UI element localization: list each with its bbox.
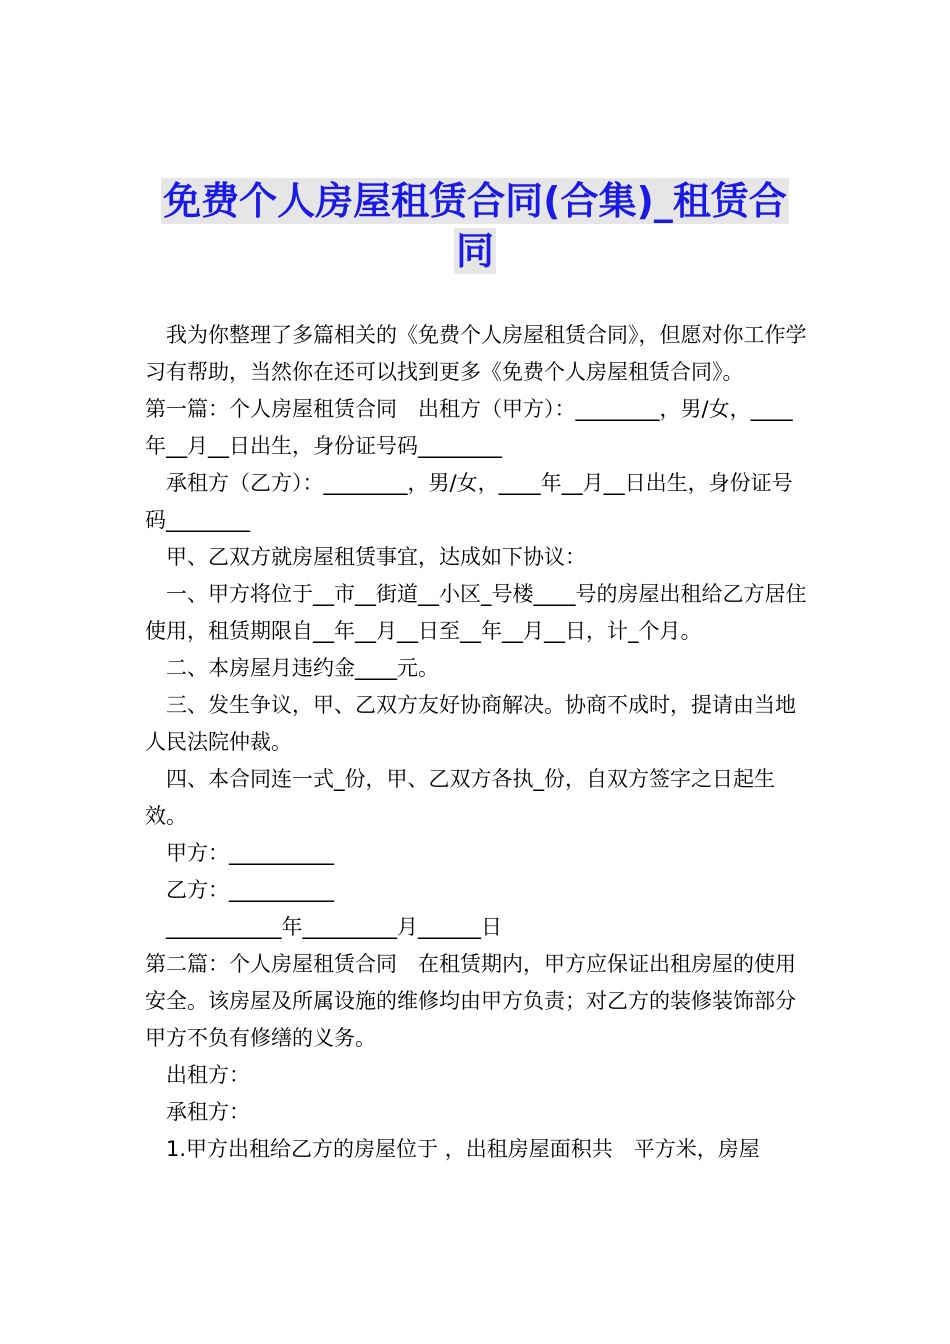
clause-1: 一、甲方将位于__市__街道__小区_号楼____号的房屋出租给乙方居住使用，租赁期限自__年__月__日至__年__月__日，计_个月。 [145, 582, 807, 643]
section-1-heading-paragraph: 第一篇：个人房屋租赁合同 出租方（甲方）：________，男/女，____年__月__日出生，身份证号码________ [145, 397, 793, 458]
clause-4: 四、本合同连一式_份，甲、乙双方各执_份，自双方签字之日起生效。 [145, 767, 775, 828]
lessee-paragraph: 承租方（乙方）：________，男/女，____年__月__日出生，身份证号码________ [145, 471, 793, 532]
document-title [0, 178, 950, 274]
document-body [145, 317, 807, 1168]
lessee-label: 承租方： [166, 1100, 250, 1124]
section-2-paragraph: 第二篇：个人房屋租赁合同 在租赁期内，甲方应保证出租房屋的使用安全。该房屋及所属设施的维修均由甲方负责；对乙方的装修装饰部分甲方不负有修缮的义务。 [145, 952, 796, 1050]
title-line-2: 同 [455, 229, 494, 273]
signing-date: ___________年_________月______日 [166, 915, 502, 939]
title-line-1: 免费个人房屋租赁合同(合集)_租赁合 [163, 179, 787, 223]
party-a-signature: 甲方：__________ [166, 841, 334, 865]
clause-2: 二、本房屋月违约金____元。 [166, 656, 439, 680]
clause-3: 三、发生争议，甲、乙双方友好协商解决。协商不成时，提请由当地人民法院仲裁。 [145, 693, 796, 754]
party-b-signature: 乙方：__________ [166, 878, 334, 902]
item-1-paragraph: 1.甲方出租给乙方的房屋位于 ，出租房屋面积共 平方米，房屋 [166, 1137, 760, 1161]
intro-paragraph: 我为你整理了多篇相关的《免费个人房屋租赁合同》，但愿对你工作学习有帮助，当然你在还可以找到更多《免费个人房屋租赁合同》。 [145, 323, 807, 384]
agreement-paragraph: 甲、乙双方就房屋租赁事宜，达成如下协议： [166, 545, 586, 569]
lessor-label: 出租方： [166, 1063, 250, 1087]
